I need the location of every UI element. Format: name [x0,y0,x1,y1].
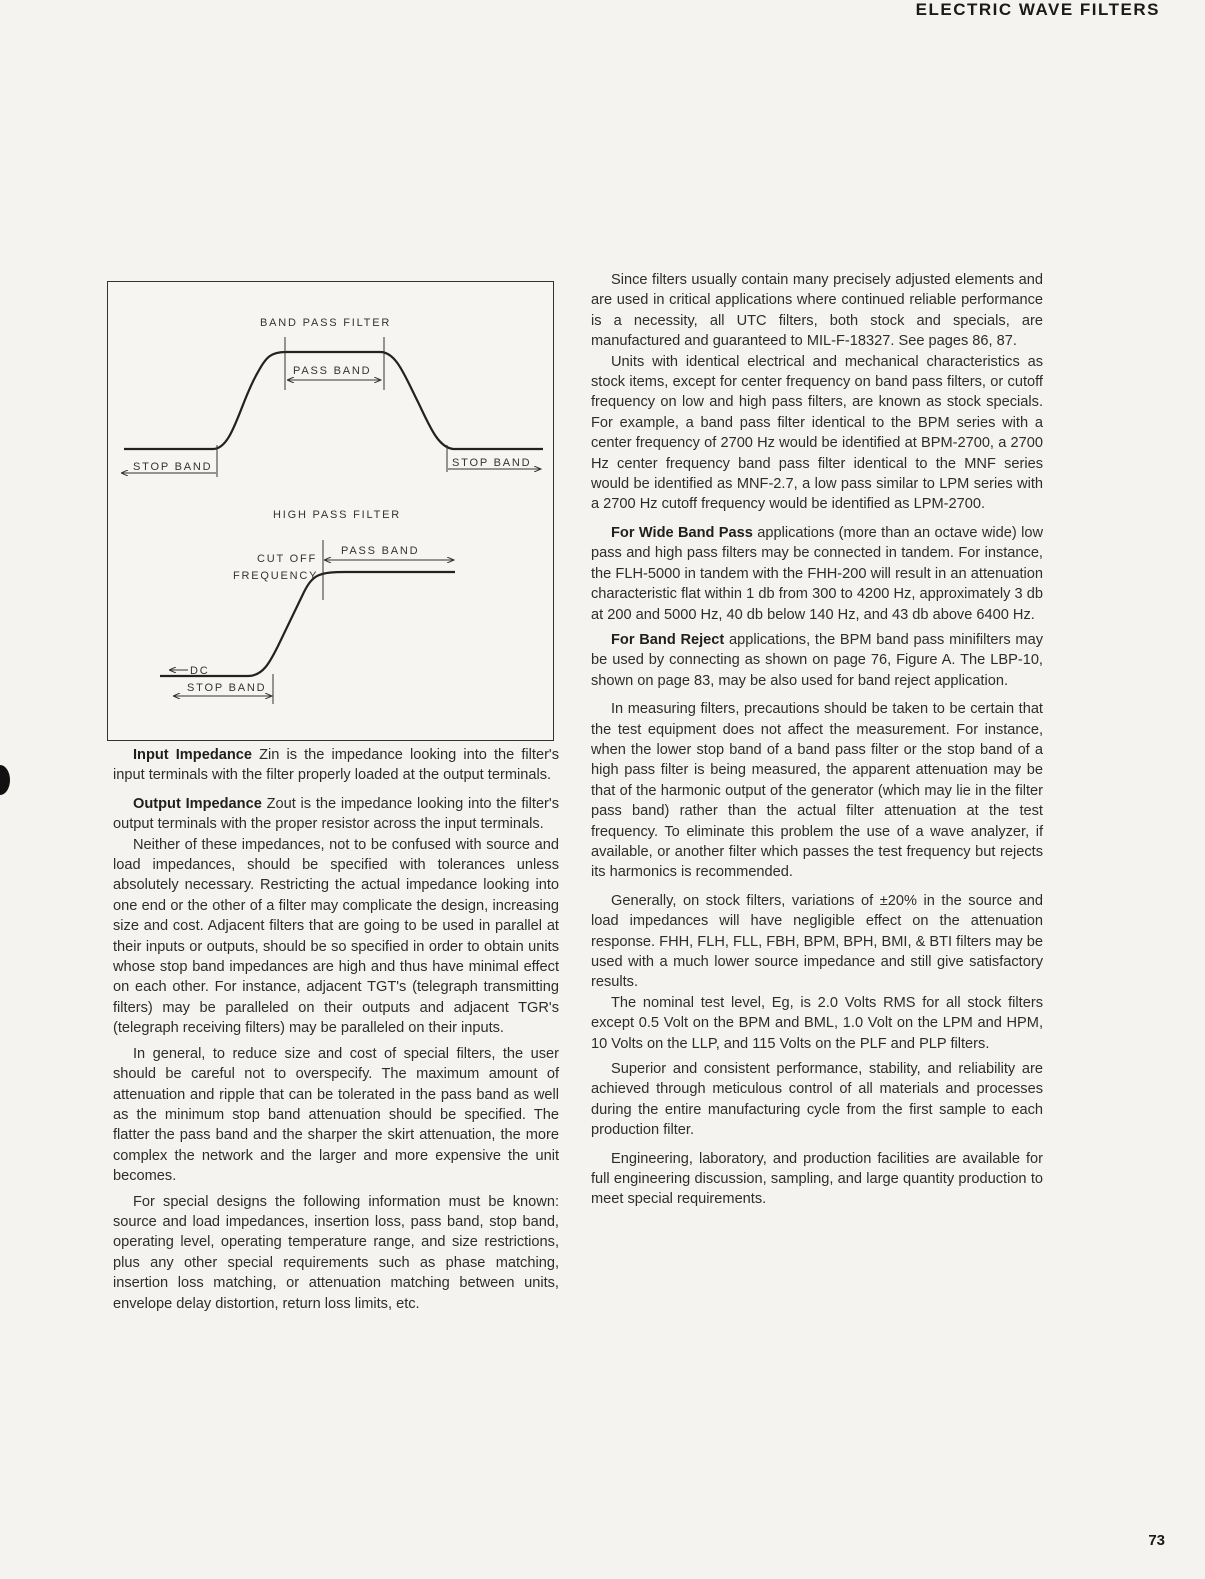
output-impedance-text: Zout is the impedance looking into the filter's output terminals with the proper resistor across the input terminals. [113,795,559,833]
high-pass-stop-band-label: STOP BAND [187,682,267,694]
wide-band-text: applications (more than an octave wide) low pass and high pass filters may be connected in tandem. For instance, the FLH-5000 in tandem with the FHH-200 will result in an attenuation characteristic flat within 1 db from 300 to 4200 Hz, approximately 3 db at 200 and 5000 Hz, 40 db below 140 Hz, and 43 db above 6400 Hz. [591,524,1043,623]
page-number: 73 [1148,1532,1165,1549]
band-reject-text: applications, the BPM band pass minifilters may be used by connecting as shown on page 76, Figure A. The LBP-10, shown on page 83, may be also used for band reject application. [591,631,1043,689]
input-impedance-paragraph [113,745,559,786]
input-impedance-text: Zin is the impedance looking into the filter's input terminals with the filter properly loaded at the output terminals. [113,747,560,784]
left-column [113,745,559,1314]
units-paragraph: Units with identical electrical and mechanical characteristics as stock items, except for center frequency on band pass filters, or cutoff frequency on low and high pass filters, are known as stock specials. For example, a band pass filter identical to the BPM series with a center frequency of 2700 Hz would be identified at BPM-2700, a 2700 Hz center frequency band pass filter identical to the MNF series would be identified as MNF-2.7, a low pass similar to LPM series with a 2700 Hz cutoff frequency would be identified as LPM-2700. [591,353,1043,513]
band-reject-lead: For Band Reject [611,631,725,648]
page-header: ELECTRIC WAVE FILTERS [915,0,1160,19]
band-pass-title: BAND PASS FILTER [260,317,392,329]
special-designs-paragraph: For special designs the following information must be known: source and load impedances, insertion loss, pass band, stop band, operating level, operating temperature range, and size restrictions, plus any other special requirements such as phase matching, insertion loss matching, or attenuation matching between units, envelope delay distortion, return loss limits, etc. [113,1193,559,1312]
nominal-paragraph: The nominal test level, Eg, is 2.0 Volts RMS for all stock filters except 0.5 Volt on the BPM and BML, 1.0 Volt on the LPM and HPM, 10 Volts on the LLP, and 115 Volts on the PLF and PLP filters. [591,994,1043,1052]
right-column [591,270,1043,1210]
band-pass-pass-band-label: PASS BAND [293,365,372,377]
since-paragraph: Since filters usually contain many precisely adjusted elements and are used in critical applications where continued reliable performance is a necessity, all UTC filters, both stock and specials, are manufactured and guaranteed to MIL-F-18327. See pages 86, 87. [591,272,1043,350]
input-impedance-lead: Input Impedance [133,747,252,763]
filter-response-figure [107,281,554,741]
high-pass-title: HIGH PASS FILTER [273,509,402,521]
binding-hole-mark [0,765,10,795]
measuring-paragraph: In measuring filters, precautions should be taken to be certain that the test equipment does not affect the measurement. For instance, when the lower stop band of a band pass filter or the stop band of a high pass filter is being measured, the apparent attenuation may be that of the harmonic output of the generator (which may lie in the filter pass band) rather than the actual filter attenuation at the test frequency. To eliminate this problem the use of a wave analyzer, if available, or another filter which passes the test frequency but rejects its harmonics is recommended. [591,701,1043,881]
band-reject-paragraph [591,630,1043,691]
frequency-label: FREQUENCY [233,570,319,582]
filter-response-diagram [108,282,552,739]
output-impedance-lead: Output Impedance [133,795,262,812]
output-impedance-paragraph [113,794,559,835]
wide-band-lead: For Wide Band Pass [611,524,753,541]
neither-paragraph: Neither of these impedances, not to be confused with source and load impedances, should be specified with tolerances unless absolutely necessary. Restricting the actual impedance looking into one end or the other of a filter may complicate the design, increasing size and cost. Adjacent filters that are going to be used in parallel at their inputs or outputs, should be so specified in order to obtain units whose stop band impedances are high and thus have minimal effect on each other. For instance, adjacent TGT's (telegraph transmitting filters) may be paralleled on their outputs and adjacent TGR's (telegraph receiving filters) may be paralleled on their inputs. [113,836,559,1037]
dc-label: DC [190,665,210,677]
generally-paragraph: Generally, on stock filters, variations of ±20% in the source and load impedances will have negligible effect on the attenuation response. FHH, FLH, FLL, FBH, BPM, BPH, BMI, & BTI filters may be used with a much lower source impedance and still give satisfactory results. [591,892,1043,991]
band-pass-stop-band-left-label: STOP BAND [133,461,213,473]
cut-off-label: CUT OFF [257,553,318,565]
superior-paragraph: Superior and consistent performance, stability, and reliability are achieved through meticulous control of all materials and processes during the entire manufacturing cycle from the first sample to each production filter. [591,1061,1043,1139]
band-pass-stop-band-right-label: STOP BAND [452,457,532,469]
general-paragraph: In general, to reduce size and cost of special filters, the user should be careful not to overspecify. The maximum amount of attenuation and ripple that can be tolerated in the pass band as well as the minimum stop band attenuation should be specified. The flatter the pass band and the sharper the skirt attenuation, the more complex the network and the larger and more expensive the unit becomes. [113,1045,559,1185]
high-pass-curve [160,572,455,676]
engineering-paragraph: Engineering, laboratory, and production facilities are available for full engineering discussion, sampling, and large quantity production to meet special requirements. [591,1150,1043,1208]
high-pass-pass-band-label: PASS BAND [341,545,420,557]
wide-band-paragraph [591,523,1043,625]
